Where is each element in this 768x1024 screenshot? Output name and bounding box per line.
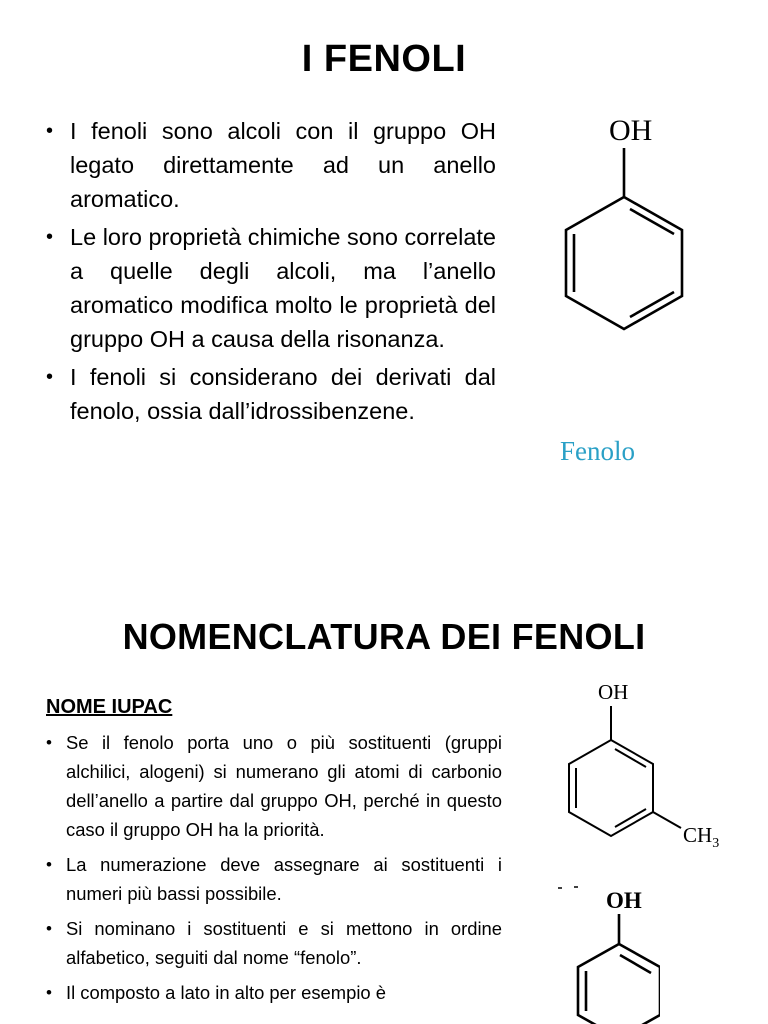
bullet-item <box>44 728 502 844</box>
bullet-list <box>44 728 502 1013</box>
bullet-text: Si nominano i sostituenti e si mettono in ordine alfabetico, seguiti dal nome “fenolo”. <box>66 918 502 968</box>
phenol-structure-2 <box>550 878 660 1024</box>
bullet-text: Le loro proprietà chimiche sono correlate a quelle degli alcoli, ma l’anello aromatico modifica molto le proprietà del gruppo OH a causa della risonanza. <box>70 224 496 352</box>
oh-label: OH <box>598 680 629 704</box>
methylphenol-structure <box>556 678 746 858</box>
bullet-item <box>44 978 502 1007</box>
bullet-text: Se il fenolo porta uno o più sostituenti (gruppi alchilici, alogeni) si numerano gli atomi di carbonio dell’anello a partire dal gruppo OH, perché in questo caso il gruppo OH ha la priorità. <box>66 732 502 840</box>
ch3-label: $CH_3$ <box>683 823 720 851</box>
bullet-dot: • <box>46 120 54 142</box>
bullet-item <box>44 914 502 972</box>
bullet-dot: • <box>46 733 52 752</box>
slide-title: I FENOLI <box>301 38 467 80</box>
bullet-item <box>44 850 502 908</box>
molecule-caption: Fenolo <box>560 436 636 466</box>
bullet-dot: • <box>46 855 52 874</box>
bullet-item <box>44 220 496 356</box>
phenol-structure <box>550 108 700 353</box>
bullet-text: La numerazione deve assegnare ai sostituenti i numeri più bassi possibile. <box>66 854 502 904</box>
section-subheading: NOME IUPAC <box>46 696 173 718</box>
bullet-dot: • <box>46 919 52 938</box>
bullet-list <box>44 114 496 432</box>
bullet-item <box>44 114 496 216</box>
bullet-dot: • <box>46 366 54 388</box>
bullet-text: Il composto a lato in alto per esempio è <box>66 982 386 1003</box>
bullet-item <box>44 360 496 428</box>
oh-label: OH <box>606 888 642 913</box>
oh-label: OH <box>609 114 653 147</box>
bullet-dot: • <box>46 226 54 248</box>
benzene-ring <box>566 148 682 329</box>
bullet-text: I fenoli sono alcoli con il gruppo OH legato direttamente ad un anello aromatico. <box>70 118 496 212</box>
bullet-text: I fenoli si considerano dei derivati dal fenolo, ossia dall’idrossibenzene. <box>70 364 496 424</box>
slide-nomenclatura <box>0 578 768 1024</box>
bullet-dot: • <box>46 983 52 1002</box>
slide-title: NOMENCLATURA DEI FENOLI <box>122 616 646 657</box>
benzene-ring <box>569 706 681 836</box>
